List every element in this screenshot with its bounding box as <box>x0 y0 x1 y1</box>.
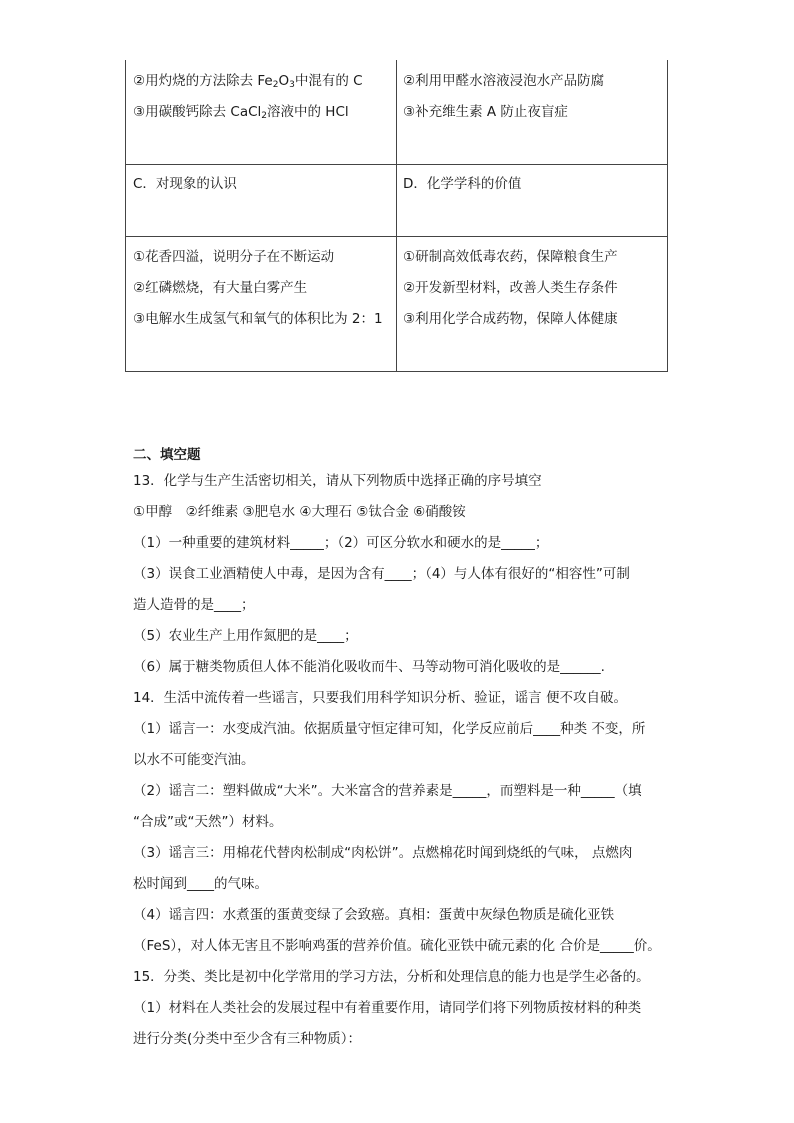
q14-part-1: （1）谣言一：水变成汽油。依据质量守恒定律可知，化学反应前后____种类 不变，所 <box>133 721 646 737</box>
table-border-left <box>125 60 126 372</box>
option-c-item-1: ①花香四溢，说明分子在不断运动 <box>133 249 335 265</box>
option-d-item-1: ①研制高效低毒农药，保障粮食生产 <box>403 249 618 265</box>
table-row-divider-2 <box>125 236 668 237</box>
q14-part-3-cont: 松时闻到____的气味。 <box>133 876 268 892</box>
option-c-item-3: ③电解水生成氢气和氧气的体积比为 2：1 <box>133 311 383 327</box>
table-border-bottom <box>125 371 668 372</box>
q13-options: ①甲醇 ②纤维素 ③肥皂水 ④大理石 ⑤钛合金 ⑥硝酸铵 <box>133 504 466 520</box>
q13-part-3-4: （3）误食工业酒精使人中毒，是因为含有____；（4）与人体有很好的“相容性”可制 <box>133 566 630 582</box>
option-c-header: C．对现象的认识 <box>133 176 237 192</box>
options-table <box>125 60 668 372</box>
q13-part-6: （6）属于糖类物质但人体不能消化吸收而牛、马等动物可消化吸收的是______. <box>133 659 605 675</box>
q14-stem: 14．生活中流传着一些谣言，只要我们用科学知识分析、验证，谣言 便不攻自破。 <box>133 690 627 706</box>
q13-part-1-2: （1）一种重要的建筑材料_____；（2）可区分软水和硬水的是_____； <box>133 535 549 551</box>
q15-stem: 15．分类、类比是初中化学常用的学习方法，分析和处理信息的能力也是学生必备的。 <box>133 969 650 985</box>
table-border-middle <box>396 60 397 372</box>
q14-part-4: （4）谣言四：水煮蛋的蛋黄变绿了会致癌。真相：蛋黄中灰绿色物质是硫化亚铁 <box>133 907 615 923</box>
q14-part-2: （2）谣言二：塑料做成“大米”。大米富含的营养素是_____，而塑料是一种_____（填 <box>133 783 642 799</box>
option-d-item-3: ③利用化学合成药物，保障人体健康 <box>403 311 618 327</box>
q14-part-2-cont: “合成”或“天然”）材料。 <box>133 814 283 830</box>
q13-stem: 13．化学与生产生活密切相关，请从下列物质中选择正确的序号填空 <box>133 473 542 489</box>
section-title: 二、填空题 <box>133 447 201 463</box>
option-d-prev-item-3: ③补充维生素 A 防止夜盲症 <box>403 104 568 120</box>
option-b-item-3: ③用碳酸钙除去 CaCl$_2$溶液中的 HCl <box>133 104 349 121</box>
option-d-header: D．化学学科的价值 <box>403 176 522 192</box>
q14-part-1-cont: 以水不可能变汽油。 <box>133 752 255 768</box>
q14-part-3: （3）谣言三：用棉花代替肉松制成“肉松饼”。点燃棉花时闻到烧纸的气味， 点燃肉 <box>133 845 633 861</box>
option-d-prev-item-2: ②利用甲醛水溶液浸泡水产品防腐 <box>403 73 605 89</box>
q14-part-4-cont: （FeS），对人体无害且不影响鸡蛋的营养价值。硫化亚铁中硫元素的化 合价是_____价。 <box>133 938 661 954</box>
option-c-item-2: ②红磷燃烧，有大量白雾产生 <box>133 280 308 296</box>
option-b-item-2: ②用灼烧的方法除去 $Fe_2O_3$中混有的 C <box>133 73 363 90</box>
table-border-right <box>667 60 668 372</box>
q13-part-4-cont: 造人造骨的是____； <box>133 597 255 613</box>
option-d-item-2: ②开发新型材料，改善人类生存条件 <box>403 280 618 296</box>
q13-part-5: （5）农业生产上用作氮肥的是____； <box>133 628 358 644</box>
q15-part-1: （1）材料在人类社会的发展过程中有着重要作用，请同学们将下列物质按材料的种类 <box>133 1000 642 1016</box>
table-row-divider-1 <box>125 164 668 165</box>
q15-part-1-cont: 进行分类(分类中至少含有三种物质）： <box>133 1031 362 1047</box>
